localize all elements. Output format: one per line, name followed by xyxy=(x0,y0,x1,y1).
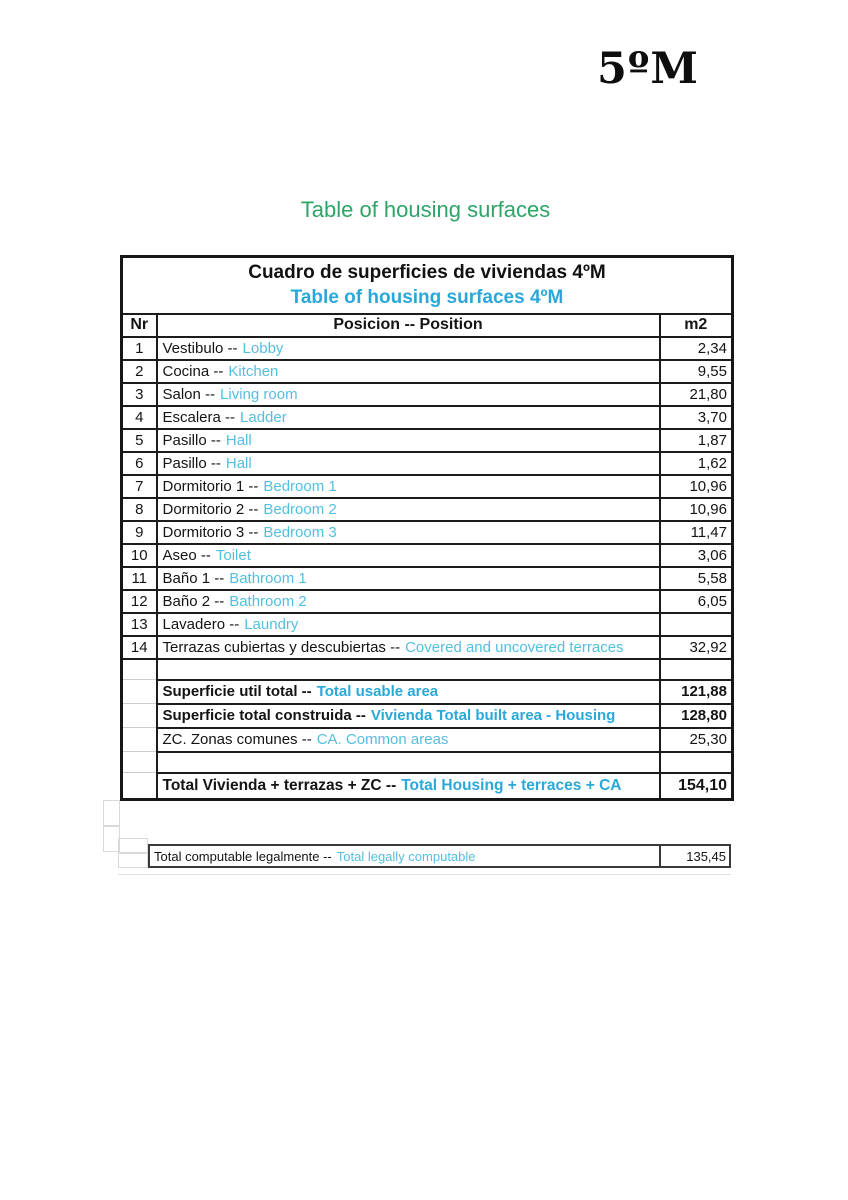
empty-cell xyxy=(660,752,733,773)
footer-label xyxy=(150,849,659,864)
table-row xyxy=(122,337,733,360)
row-nr: 6 xyxy=(122,452,157,475)
row-position xyxy=(157,567,660,590)
summary-label-en: CA. Common areas xyxy=(316,731,449,748)
row-m2 xyxy=(660,613,733,636)
row-nr: 9 xyxy=(122,521,157,544)
excel-gridline xyxy=(118,874,731,875)
row-label-es: Pasillo -- xyxy=(162,454,221,472)
summary-label-en: Total usable area xyxy=(316,683,439,700)
row-label-es: Salon -- xyxy=(162,385,216,403)
empty-cell xyxy=(157,659,660,680)
row-position xyxy=(157,613,660,636)
row-m2: 21,80 xyxy=(660,383,733,406)
row-label-en: Bathroom 1 xyxy=(229,569,307,587)
excel-gridline xyxy=(118,853,148,868)
table-row xyxy=(122,383,733,406)
row-m2: 2,34 xyxy=(660,337,733,360)
summary-m2: 128,80 xyxy=(660,704,733,728)
row-position xyxy=(157,383,660,406)
summary-row-built-area xyxy=(122,704,733,728)
row-m2: 11,47 xyxy=(660,521,733,544)
total-label-es: Total Vivienda + terrazas + ZC -- xyxy=(162,776,397,794)
row-label-es: Cocina -- xyxy=(162,362,224,380)
row-position xyxy=(157,521,660,544)
row-label-en: Bathroom 2 xyxy=(229,592,307,610)
row-nr: 14 xyxy=(122,636,157,659)
table-row xyxy=(122,475,733,498)
table-title-row xyxy=(122,257,733,314)
row-label-es: Escalera -- xyxy=(162,408,236,426)
empty-cell xyxy=(157,752,660,773)
row-nr: 4 xyxy=(122,406,157,429)
table-row xyxy=(122,613,733,636)
row-nr: 5 xyxy=(122,429,157,452)
row-label-es: Terrazas cubiertas y descubiertas -- xyxy=(162,638,401,656)
row-label-es: Dormitorio 2 -- xyxy=(162,500,259,518)
excel-gridline xyxy=(103,800,120,826)
row-nr: 12 xyxy=(122,590,157,613)
table-row xyxy=(122,360,733,383)
empty-cell xyxy=(122,659,157,680)
row-m2: 32,92 xyxy=(660,636,733,659)
row-m2: 10,96 xyxy=(660,475,733,498)
row-m2: 6,05 xyxy=(660,590,733,613)
summary-label-es: ZC. Zonas comunes -- xyxy=(162,731,312,748)
row-position xyxy=(157,636,660,659)
row-position xyxy=(157,452,660,475)
table-title-cell xyxy=(122,257,733,314)
summary-label xyxy=(157,728,660,752)
empty-cell xyxy=(122,773,157,800)
row-position xyxy=(157,475,660,498)
table-row xyxy=(122,429,733,452)
row-m2: 9,55 xyxy=(660,360,733,383)
row-label-es: Baño 1 -- xyxy=(162,569,225,587)
row-position xyxy=(157,406,660,429)
excel-gridline xyxy=(118,838,148,853)
row-label-en: Lobby xyxy=(242,339,284,357)
table-row xyxy=(122,406,733,429)
row-label-en: Kitchen xyxy=(228,362,279,380)
row-label-en: Bedroom 1 xyxy=(263,477,337,495)
grand-total-row xyxy=(122,773,733,800)
row-label-en: Living room xyxy=(220,385,298,403)
row-m2: 10,96 xyxy=(660,498,733,521)
row-label-en: Covered and uncovered terraces xyxy=(405,638,624,656)
row-nr: 1 xyxy=(122,337,157,360)
col-header-m2: m2 xyxy=(660,314,733,337)
table-title-es: Cuadro de superficies de viviendas 4ºM xyxy=(248,261,606,283)
row-label-es: Dormitorio 3 -- xyxy=(162,523,259,541)
table-row xyxy=(122,567,733,590)
summary-label-es: Superficie util total -- xyxy=(162,683,312,700)
column-header-row xyxy=(122,314,733,337)
total-label-en: Total Housing + terraces + CA xyxy=(401,776,622,794)
row-label-en: Hall xyxy=(225,431,252,449)
row-label-en: Bedroom 2 xyxy=(263,500,337,518)
footer-m2: 135,45 xyxy=(659,846,729,866)
row-label-es: Vestibulo -- xyxy=(162,339,238,357)
table-row xyxy=(122,544,733,567)
row-label-en: Toilet xyxy=(215,546,251,564)
row-nr: 2 xyxy=(122,360,157,383)
total-m2: 154,10 xyxy=(660,773,733,800)
row-m2: 1,87 xyxy=(660,429,733,452)
footer-total-legal-row xyxy=(148,844,731,868)
row-position xyxy=(157,429,660,452)
row-position xyxy=(157,360,660,383)
row-nr: 10 xyxy=(122,544,157,567)
row-label-es: Pasillo -- xyxy=(162,431,221,449)
housing-surfaces-table xyxy=(120,255,734,801)
table-row xyxy=(122,636,733,659)
empty-cell xyxy=(122,728,157,752)
summary-label-en: Vivienda Total built area - Housing xyxy=(370,707,616,724)
row-nr: 7 xyxy=(122,475,157,498)
row-position xyxy=(157,590,660,613)
row-position xyxy=(157,544,660,567)
row-label-en: Bedroom 3 xyxy=(263,523,337,541)
table-row xyxy=(122,590,733,613)
table-title-en: Table of housing surfaces 4ºM xyxy=(290,286,564,308)
row-label-es: Dormitorio 1 -- xyxy=(162,477,259,495)
empty-cell xyxy=(122,704,157,728)
col-header-position: Posicion -- Position xyxy=(157,314,660,337)
row-label-en: Ladder xyxy=(240,408,287,426)
row-label-es: Lavadero -- xyxy=(162,615,240,633)
summary-label-es: Superficie total construida -- xyxy=(162,707,366,724)
col-header-nr: Nr xyxy=(122,314,157,337)
empty-cell xyxy=(122,752,157,773)
row-label-en: Laundry xyxy=(244,615,299,633)
row-m2: 5,58 xyxy=(660,567,733,590)
total-label xyxy=(157,773,660,800)
page-title: Table of housing surfaces xyxy=(300,197,551,222)
table-row xyxy=(122,521,733,544)
apartment-corner-label: 5ºM xyxy=(597,44,700,94)
row-nr: 13 xyxy=(122,613,157,636)
spacer-row xyxy=(122,659,733,680)
row-label-es: Baño 2 -- xyxy=(162,592,225,610)
table-row xyxy=(122,452,733,475)
row-nr: 3 xyxy=(122,383,157,406)
row-nr: 8 xyxy=(122,498,157,521)
footer-label-es: Total computable legalmente -- xyxy=(154,848,332,864)
summary-label xyxy=(157,680,660,704)
row-m2: 3,70 xyxy=(660,406,733,429)
summary-m2: 25,30 xyxy=(660,728,733,752)
row-label-en: Hall xyxy=(225,454,252,472)
row-position xyxy=(157,498,660,521)
empty-cell xyxy=(122,680,157,704)
summary-row-common-areas xyxy=(122,728,733,752)
summary-m2: 121,88 xyxy=(660,680,733,704)
row-m2: 3,06 xyxy=(660,544,733,567)
row-label-es: Aseo -- xyxy=(162,546,211,564)
summary-row-usable-area xyxy=(122,680,733,704)
row-m2: 1,62 xyxy=(660,452,733,475)
summary-label xyxy=(157,704,660,728)
spacer-row xyxy=(122,752,733,773)
row-nr: 11 xyxy=(122,567,157,590)
table-row xyxy=(122,498,733,521)
empty-cell xyxy=(660,659,733,680)
row-position xyxy=(157,337,660,360)
footer-label-en: Total legally computable xyxy=(336,848,476,864)
